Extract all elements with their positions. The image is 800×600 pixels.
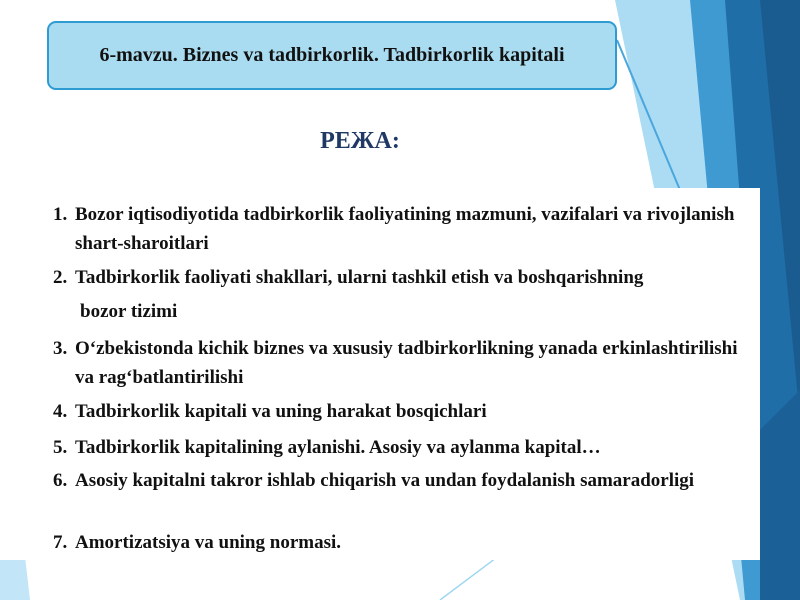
plan-item-number: 5.	[53, 437, 68, 458]
plan-item-number: 3.	[53, 338, 68, 359]
plan-item-1	[53, 200, 753, 258]
plan-item-7	[53, 528, 753, 557]
plan-item-text-continued: bozor tizimi	[80, 301, 178, 322]
plan-item-text: O‘zbekistonda kichik biznes va xususiy tadbirkorlikning yanada erkinlashtirilishi va rag‘batlantirilishi	[75, 338, 738, 388]
plan-item-4	[53, 397, 753, 426]
plan-item-text: Tadbirkorlik faoliyati shakllari, ularni tashkil etish va boshqarishning	[75, 267, 644, 288]
plan-item-2	[53, 263, 753, 326]
plan-item-text: Bozor iqtisodiyotida tadbirkorlik faoliyatining mazmuni, vazifalari va rivojlanish shart-sharoitlari	[75, 204, 735, 254]
plan-heading: РЕЖА:	[320, 128, 400, 154]
plan-item-number: 6.	[53, 470, 68, 491]
title-box	[47, 21, 617, 90]
plan-item-3	[53, 334, 753, 392]
plan-item-number: 7.	[53, 532, 68, 553]
plan-item-text: Tadbirkorlik kapitali va uning harakat bosqichlari	[75, 401, 487, 422]
slide-title: 6-mavzu. Biznes va tadbirkorlik. Tadbirkorlik kapitali	[99, 44, 565, 66]
plan-item-text: Asosiy kapitalni takror ishlab chiqarish va undan foydalanish samaradorligi	[75, 470, 695, 491]
plan-item-number: 1.	[53, 204, 68, 225]
plan-item-text: Tadbirkorlik kapitalining aylanishi. Asosiy va aylanma kapital…	[75, 437, 601, 458]
plan-item-number: 2.	[53, 267, 68, 288]
plan-item-6	[53, 466, 753, 495]
plan-item-text: Amortizatsiya va uning normasi.	[75, 532, 341, 553]
plan-item-5	[53, 433, 753, 462]
plan-item-number: 4.	[53, 401, 68, 422]
